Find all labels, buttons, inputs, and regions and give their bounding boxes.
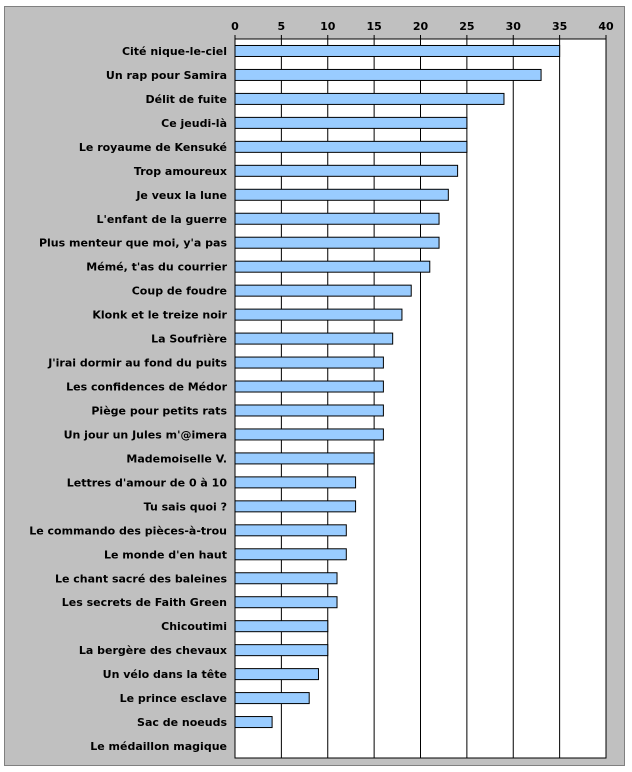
category-label: Cité nique-le-ciel xyxy=(121,44,227,58)
category-label: Je veux la lune xyxy=(136,188,227,202)
bar xyxy=(235,381,383,392)
category-labels xyxy=(29,45,227,753)
x-tick-label: 25 xyxy=(459,20,475,33)
category-label: L'enfant de la guerre xyxy=(96,212,227,226)
x-axis-ticks xyxy=(231,20,614,39)
bar xyxy=(235,261,430,272)
x-tick-label: 35 xyxy=(551,20,568,33)
category-label: Lettres d'amour de 0 à 10 xyxy=(66,476,227,490)
category-label: Le monde d'en haut xyxy=(103,548,227,562)
category-label: J'irai dormir au fond du puits xyxy=(48,356,227,370)
bar xyxy=(235,525,346,536)
category-label: Mémé, t'as du courrier xyxy=(86,260,227,274)
category-label: Le royaume de Kensuké xyxy=(78,140,227,154)
category-label: Sac de noeuds xyxy=(137,716,227,730)
x-tick-label: 15 xyxy=(366,20,382,33)
category-label: Chicoutimi xyxy=(161,620,227,634)
bar xyxy=(235,333,393,344)
category-label: Délit de fuite xyxy=(145,92,227,106)
category-label: Mademoiselle V. xyxy=(126,452,227,466)
bar xyxy=(235,285,411,296)
category-label: Un rap pour Samira xyxy=(105,68,227,82)
x-tick-label: 30 xyxy=(505,20,521,33)
bar xyxy=(235,45,560,56)
x-tick-label: 40 xyxy=(598,20,614,33)
category-label: Le chant sacré des baleines xyxy=(54,572,227,586)
category-label: Le commando des pièces-à-trou xyxy=(29,524,227,538)
category-label: La bergère des chevaux xyxy=(78,644,227,658)
category-label: Le médaillon magique xyxy=(90,740,227,754)
bar xyxy=(235,117,467,128)
bar xyxy=(235,717,272,728)
category-label: Trop amoureux xyxy=(133,164,227,178)
category-label: Les secrets de Faith Green xyxy=(61,596,227,610)
category-label: La Soufrière xyxy=(151,332,227,346)
bar xyxy=(235,165,458,176)
category-label: Klonk et le treize noir xyxy=(92,308,227,322)
category-label: Ce jeudi-là xyxy=(161,116,227,130)
bar-chart xyxy=(5,7,626,767)
bar xyxy=(235,645,328,656)
x-tick-label: 0 xyxy=(231,20,239,33)
category-label: Piège pour petits rats xyxy=(91,404,227,418)
bar xyxy=(235,237,439,248)
bar xyxy=(235,549,346,560)
bar xyxy=(235,405,383,416)
bar xyxy=(235,573,337,584)
bar xyxy=(235,693,309,704)
chart-frame xyxy=(4,6,625,766)
category-label: Tu sais quoi ? xyxy=(143,500,227,514)
bar xyxy=(235,309,402,320)
bar xyxy=(235,141,467,152)
bar xyxy=(235,453,374,464)
category-label: Un jour un Jules m'@imera xyxy=(63,428,227,442)
bar xyxy=(235,69,541,80)
category-label: Coup de foudre xyxy=(131,284,227,298)
x-tick-label: 20 xyxy=(412,20,429,33)
bar xyxy=(235,429,383,440)
category-label: Le prince esclave xyxy=(119,692,227,706)
bar xyxy=(235,93,504,104)
bar xyxy=(235,669,318,680)
x-tick-label: 5 xyxy=(277,20,286,33)
bar xyxy=(235,477,356,488)
category-label: Les confidences de Médor xyxy=(66,380,227,394)
x-tick-label: 10 xyxy=(320,20,336,33)
category-label: Plus menteur que moi, y'a pas xyxy=(38,236,227,250)
bar xyxy=(235,357,383,368)
bar xyxy=(235,621,328,632)
bar xyxy=(235,501,356,512)
bar xyxy=(235,213,439,224)
bar xyxy=(235,189,448,200)
category-label: Un vélo dans la tête xyxy=(102,668,227,682)
bar xyxy=(235,597,337,608)
